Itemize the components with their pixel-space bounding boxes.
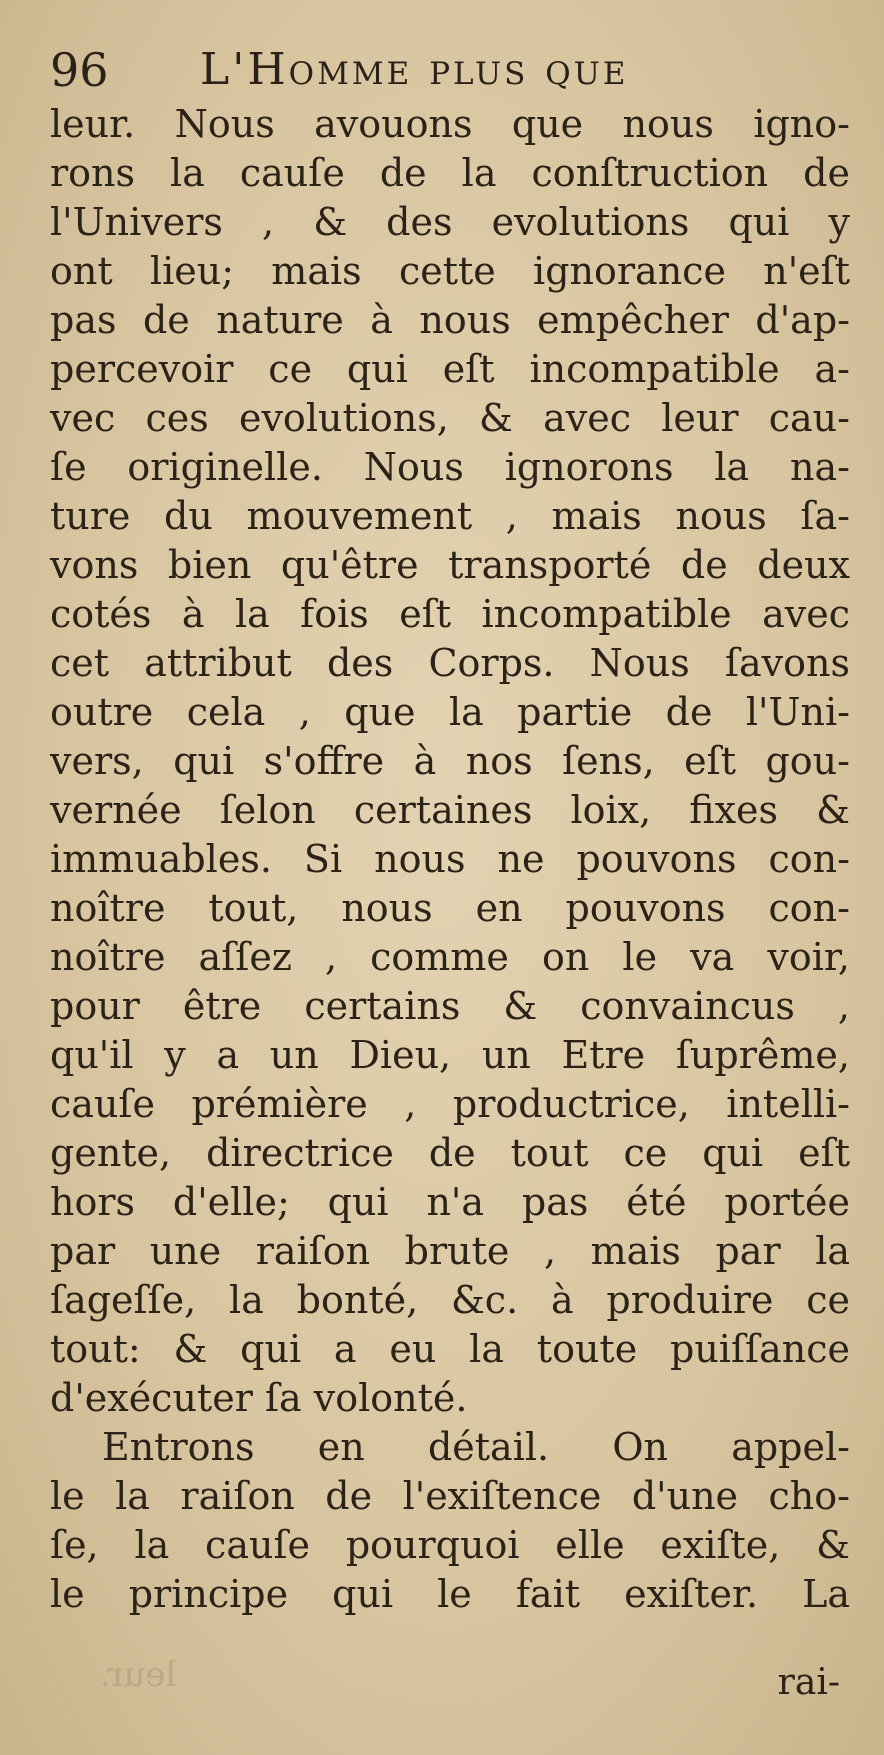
text-line: vernée ſelon certaines loix, fixes & bbox=[50, 788, 850, 832]
text-line: le la raiſon de l'exiſtence d'une cho- bbox=[50, 1474, 850, 1518]
text-line: l'Univers , & des evolutions qui y bbox=[50, 200, 850, 244]
text-line: leur. Nous avouons que nous igno- bbox=[50, 102, 850, 146]
text-line: pour être certains & convaincus , bbox=[50, 984, 850, 1028]
running-head: L'Homme plus que bbox=[200, 44, 629, 95]
page-header bbox=[50, 40, 850, 100]
text-line: vec ces evolutions, & avec leur cau- bbox=[50, 396, 850, 440]
text-line: vons bien qu'être transporté de deux bbox=[50, 543, 850, 587]
text-line: gente, directrice de tout ce qui eſt bbox=[50, 1131, 850, 1175]
paragraph-end-line: d'exécuter ſa volonté. bbox=[50, 1376, 468, 1420]
paragraph-start-line: Entrons en détail. On appel- bbox=[102, 1425, 850, 1469]
text-line: le principe qui le fait exiſter. La bbox=[50, 1572, 850, 1616]
text-line: noître tout, nous en pouvons con- bbox=[50, 886, 850, 930]
text-line: cet attribut des Corps. Nous ſavons bbox=[50, 641, 850, 685]
show-through-text: leur. bbox=[100, 1655, 177, 1695]
text-line: pas de nature à nous empêcher d'ap- bbox=[50, 298, 850, 342]
text-line: cotés à la fois eſt incompatible avec bbox=[50, 592, 850, 636]
text-line: outre cela , que la partie de l'Uni- bbox=[50, 690, 850, 734]
text-line: qu'il y a un Dieu, un Etre ſuprême, bbox=[50, 1033, 850, 1077]
page-footer bbox=[50, 1650, 850, 1703]
body-text bbox=[50, 100, 850, 1619]
text-line: cauſe prémière , productrice, intelli- bbox=[50, 1082, 850, 1126]
text-line: par une raiſon brute , mais par la bbox=[50, 1229, 850, 1273]
text-line: noître aſſez , comme on le va voir, bbox=[50, 935, 850, 979]
text-line: ſe, la cauſe pourquoi elle exiſte, & bbox=[50, 1523, 850, 1567]
text-line: rons la cauſe de la conſtruction de bbox=[50, 151, 850, 195]
text-line: tout: & qui a eu la toute puiſſance bbox=[50, 1327, 850, 1371]
text-line: ſe originelle. Nous ignorons la na- bbox=[50, 445, 850, 489]
text-line: hors d'elle; qui n'a pas été portée bbox=[50, 1180, 850, 1224]
text-line: percevoir ce qui eſt incompatible a- bbox=[50, 347, 850, 391]
page-number: 96 bbox=[50, 43, 109, 97]
text-line: vers, qui s'offre à nos ſens, eſt gou- bbox=[50, 739, 850, 783]
text-line: ſageſſe, la bonté, &c. à produire ce bbox=[50, 1278, 850, 1322]
text-line: immuables. Si nous ne pouvons con- bbox=[50, 837, 850, 881]
text-line: ture du mouvement , mais nous ſa- bbox=[50, 494, 850, 538]
text-line: ont lieu; mais cette ignorance n'eſt bbox=[50, 249, 850, 293]
catchword: rai- bbox=[777, 1662, 840, 1703]
